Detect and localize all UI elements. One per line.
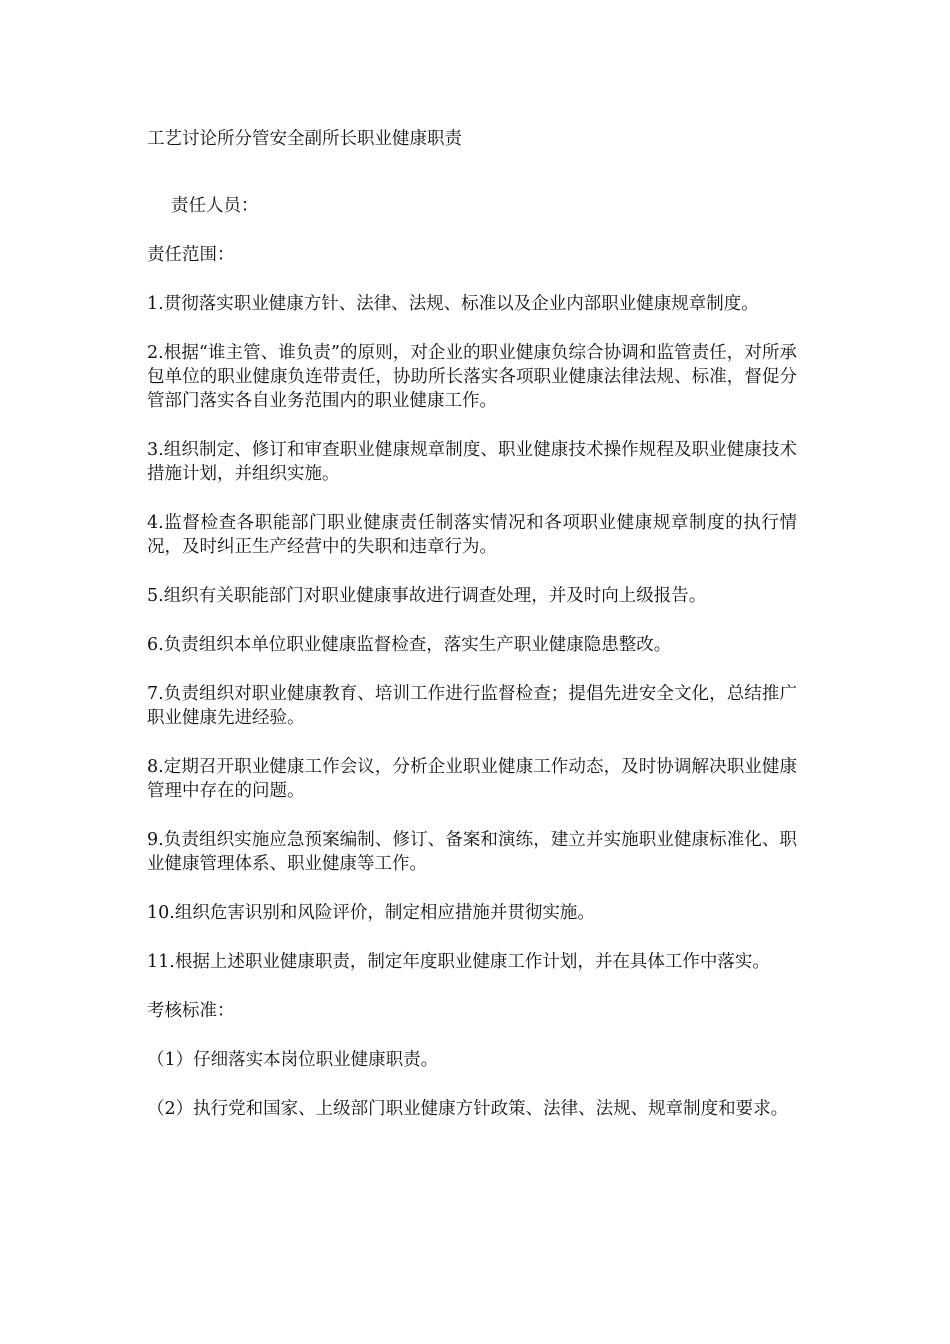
scope-item-4: 4.监督检查各职能部门职业健康责任制落实情况和各项职业健康规章制度的执行情况，及时纠正生产经营中的失职和违章行为。 (147, 513, 797, 557)
responsible-person-line: 责任人员： (171, 196, 259, 216)
assessment-item-1: （1）仔细落实本岗位职业健康职责。 (147, 1050, 439, 1070)
assessment-item-2: （2）执行党和国家、上级部门职业健康方针政策、法律、法规、规章制度和要求。 (147, 1099, 789, 1119)
scope-item-9: 9.负责组织实施应急预案编制、修订、备案和演练，建立并实施职业健康标准化、职业健康管理体系、职业健康等工作。 (147, 830, 797, 874)
assessment-heading: 考核标准： (147, 1001, 235, 1021)
scope-item-10: 10.组织危害识别和风险评价，制定相应措施并贯彻实施。 (147, 903, 595, 923)
scope-item-6: 6.负责组织本单位职业健康监督检查，落实生产职业健康隐患整改。 (147, 635, 672, 655)
scope-item-7: 7.负责组织对职业健康教育、培训工作进行监督检查；提倡先进安全文化，总结推广职业健康先进经验。 (147, 684, 797, 728)
document-page (147, 126, 797, 1146)
scope-item-5: 5.组织有关职能部门对职业健康事故进行调查处理，并及时向上级报告。 (147, 586, 707, 606)
scope-item-11: 11.根据上述职业健康职责，制定年度职业健康工作计划，并在具体工作中落实。 (147, 952, 770, 972)
document-title: 工艺讨论所分管安全副所长职业健康职责 (147, 129, 462, 149)
scope-item-1: 1.贯彻落实职业健康方针、法律、法规、标准以及企业内部职业健康规章制度。 (147, 294, 759, 314)
scope-item-3: 3.组织制定、修订和审查职业健康规章制度、职业健康技术操作规程及职业健康技术措施计划，并组织实施。 (147, 440, 797, 484)
scope-item-2: 2.根据“谁主管、谁负责”的原则，对企业的职业健康负综合协调和监管责任，对所承包单位的职业健康负连带责任，协助所长落实各项职业健康法律法规、标准，督促分管部门落实各自业务范围内的职业健康工作。 (147, 343, 797, 411)
scope-item-8: 8.定期召开职业健康工作会议，分析企业职业健康工作动态，及时协调解决职业健康管理中存在的问题。 (147, 757, 797, 801)
scope-heading: 责任范围： (147, 245, 235, 265)
